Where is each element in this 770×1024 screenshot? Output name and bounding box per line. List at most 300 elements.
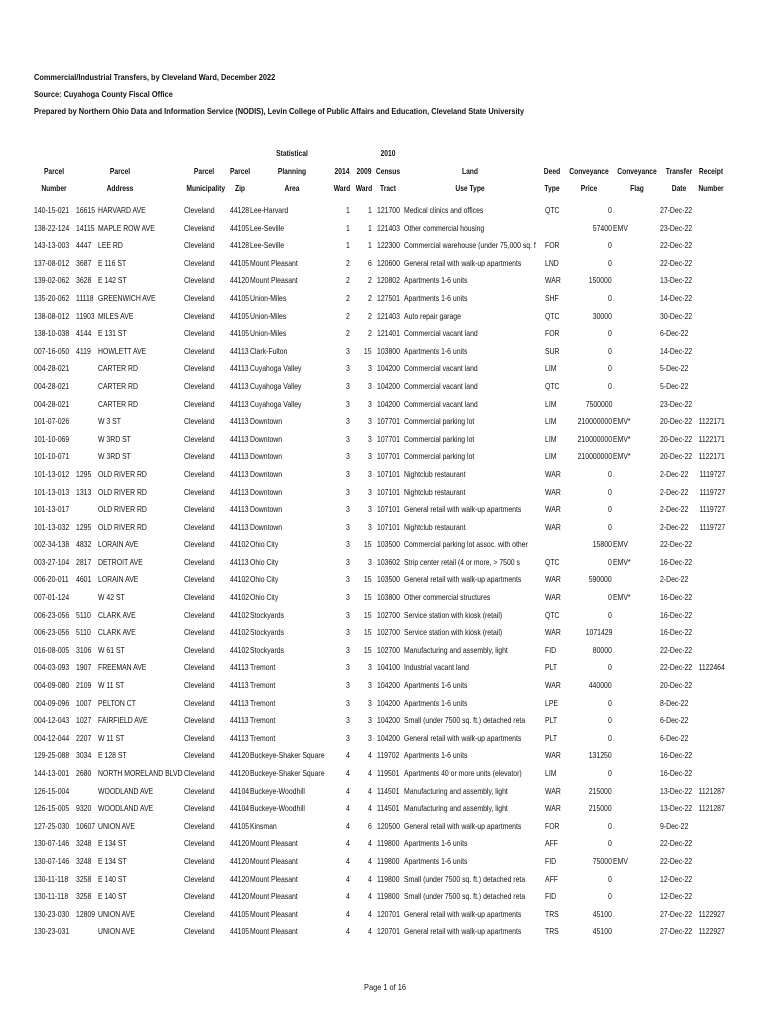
report-title: Commercial/Industrial Transfers, by Cleveland Ward, December 2022 (34, 72, 276, 82)
cell-ward-2009: 3 (368, 556, 372, 567)
cell-planning-area: Downtown (250, 451, 283, 462)
cell-street-name: UNION AVE (98, 926, 135, 937)
cell-ward-2014: 3 (346, 644, 350, 655)
cell-census-tract: 114501 (377, 803, 400, 814)
cell-receipt-number: 1122927 (698, 908, 725, 919)
cell-land-use: Other commercial housing (404, 222, 485, 233)
table-row (0, 659, 770, 677)
cell-street-name: MAPLE ROW AVE (98, 222, 155, 233)
cell-municipality: Cleveland (184, 891, 215, 902)
table-row (0, 835, 770, 853)
cell-ward-2014: 3 (346, 574, 350, 585)
cell-ward-2009: 3 (368, 732, 372, 743)
cell-receipt-number: 1122927 (698, 926, 725, 937)
cell-planning-area: Tremont (250, 732, 276, 743)
cell-zip: 44105 (230, 257, 250, 268)
cell-street-number: 1007 (76, 697, 92, 708)
cell-zip: 44120 (230, 838, 250, 849)
cell-street-number: 10607 (76, 820, 96, 831)
cell-municipality: Cleveland (184, 222, 215, 233)
cell-municipality: Cleveland (184, 715, 215, 726)
col-header-ward-2009: 2009 Ward (355, 165, 373, 193)
cell-receipt-number: 1121287 (698, 803, 725, 814)
cell-street-number: 1313 (76, 486, 92, 497)
table-row (0, 888, 770, 906)
cell-ward-2014: 4 (346, 785, 350, 796)
cell-street-number: 3628 (76, 275, 92, 286)
cell-parcel-number: 101-13-017 (34, 504, 70, 515)
cell-transfer-date: 2-Dec-22 (660, 521, 689, 532)
cell-planning-area: Union-Miles (250, 292, 287, 303)
cell-transfer-date: 16-Dec-22 (660, 627, 693, 638)
cell-land-use: Commercial parking lot assoc. with other (404, 539, 528, 550)
cell-street-name: OLD RIVER RD (98, 521, 147, 532)
cell-transfer-date: 5-Dec-22 (660, 380, 689, 391)
cell-planning-area: Cuyahoga Valley (250, 363, 302, 374)
cell-price: 0 (608, 609, 612, 620)
cell-deed-type: SUR (545, 345, 560, 356)
cell-ward-2014: 3 (346, 627, 350, 638)
cell-parcel-number: 138-08-012 (34, 310, 70, 321)
cell-parcel-number: 016-08-005 (34, 644, 70, 655)
cell-transfer-date: 13-Dec-22 (660, 803, 693, 814)
cell-transfer-date: 8-Dec-22 (660, 697, 689, 708)
cell-receipt-number: 1119727 (699, 468, 725, 479)
cell-transfer-date: 16-Dec-22 (660, 609, 693, 620)
cell-planning-area: Cuyahoga Valley (250, 398, 302, 409)
table-row (0, 730, 770, 748)
cell-flag: EMV* (613, 592, 631, 603)
cell-land-use: Commercial vacant land (404, 363, 478, 374)
cell-transfer-date: 13-Dec-22 (660, 785, 693, 796)
cell-deed-type: QTC (545, 380, 560, 391)
cell-deed-type: WAR (545, 574, 561, 585)
cell-parcel-number: 130-11-118 (34, 891, 69, 902)
cell-transfer-date: 22-Dec-22 (660, 257, 693, 268)
cell-land-use: Manufacturing and assembly, light (404, 644, 508, 655)
cell-parcel-number: 139-02-062 (34, 275, 70, 286)
cell-street-number: 1027 (76, 715, 92, 726)
col-header-conveyance-price: Conveyance Price (569, 165, 609, 193)
cell-municipality: Cleveland (184, 504, 215, 515)
cell-deed-type: QTC (545, 609, 560, 620)
cell-municipality: Cleveland (184, 785, 215, 796)
cell-street-number: 3106 (76, 644, 92, 655)
cell-price: 0 (608, 873, 612, 884)
cell-ward-2014: 3 (346, 380, 350, 391)
cell-street-name: OLD RIVER RD (98, 504, 147, 515)
cell-land-use: General retail with walk-up apartments (404, 732, 522, 743)
table-row (0, 519, 770, 537)
cell-zip: 44104 (230, 785, 250, 796)
cell-ward-2014: 3 (346, 521, 350, 532)
cell-census-tract: 114501 (377, 785, 400, 796)
table-row (0, 290, 770, 308)
cell-street-name: E 140 ST (98, 873, 127, 884)
cell-transfer-date: 23-Dec-22 (660, 398, 693, 409)
cell-street-name: W 11 ST (98, 680, 125, 691)
cell-transfer-date: 16-Dec-22 (660, 750, 693, 761)
cell-ward-2014: 2 (346, 257, 350, 268)
cell-street-number: 2109 (76, 680, 92, 691)
cell-street-name: OLD RIVER RD (98, 486, 147, 497)
cell-street-name: E 134 ST (98, 838, 127, 849)
cell-ward-2014: 3 (346, 592, 350, 603)
table-row (0, 220, 770, 238)
cell-deed-type: LIM (545, 398, 557, 409)
cell-transfer-date: 6-Dec-22 (660, 732, 689, 743)
cell-census-tract: 127501 (377, 292, 400, 303)
cell-transfer-date: 20-Dec-22 (660, 451, 693, 462)
cell-census-tract: 119800 (377, 873, 400, 884)
cell-census-tract: 107101 (377, 504, 400, 515)
table-row (0, 923, 770, 941)
table-row (0, 871, 770, 889)
cell-land-use: Service station with kiosk (retail) (404, 627, 503, 638)
cell-municipality: Cleveland (184, 609, 215, 620)
cell-land-use: Apartments 1-6 units (404, 680, 468, 691)
cell-street-name: CLARK AVE (98, 609, 136, 620)
cell-price: 0 (608, 486, 612, 497)
cell-planning-area: Downtown (250, 504, 283, 515)
cell-street-name: W 3RD ST (98, 433, 131, 444)
col-header-parcel-address: Parcel Address (106, 165, 134, 193)
cell-planning-area: Stockyards (250, 627, 285, 638)
table-row (0, 360, 770, 378)
cell-ward-2009: 4 (368, 803, 372, 814)
cell-price: 0 (608, 820, 612, 831)
cell-ward-2014: 2 (346, 275, 350, 286)
cell-deed-type: FOR (545, 820, 560, 831)
cell-planning-area: Lee-Harvard (250, 205, 289, 215)
cell-planning-area: Mount Pleasant (250, 838, 298, 849)
table-row (0, 747, 770, 765)
cell-census-tract: 102700 (377, 609, 400, 620)
cell-receipt-number: 1122171 (698, 416, 725, 427)
cell-parcel-number: 140-15-021 (34, 205, 70, 215)
cell-street-name: FAIRFIELD AVE (98, 715, 148, 726)
cell-price: 0 (608, 257, 612, 268)
cell-street-number: 3034 (76, 750, 92, 761)
col-header-zip: Parcel Zip (229, 165, 251, 193)
cell-ward-2009: 15 (364, 609, 372, 620)
cell-flag: EMV* (613, 556, 631, 567)
cell-street-name: WOODLAND AVE (98, 785, 154, 796)
cell-ward-2014: 3 (346, 433, 350, 444)
cell-flag: EMV (613, 222, 628, 233)
table-row (0, 765, 770, 783)
cell-deed-type: SHF (545, 292, 559, 303)
cell-planning-area: Ohio City (250, 574, 279, 585)
cell-ward-2009: 4 (368, 785, 372, 796)
cell-deed-type: WAR (545, 627, 561, 638)
cell-street-number: 3248 (76, 855, 92, 866)
cell-land-use: Apartments 1-6 units (404, 750, 468, 761)
cell-municipality: Cleveland (184, 838, 215, 849)
cell-planning-area: Downtown (250, 468, 283, 479)
cell-planning-area: Downtown (250, 416, 283, 427)
cell-ward-2009: 15 (364, 592, 372, 603)
cell-street-name: W 3 ST (98, 416, 121, 427)
cell-census-tract: 107101 (377, 486, 400, 497)
cell-municipality: Cleveland (184, 768, 215, 778)
cell-street-number: 2680 (76, 768, 92, 778)
cell-parcel-number: 003-27-104 (34, 556, 70, 567)
cell-price: 57400 (592, 222, 612, 233)
cell-zip: 44120 (230, 768, 250, 778)
cell-municipality: Cleveland (184, 680, 215, 691)
cell-ward-2014: 4 (346, 838, 350, 849)
cell-transfer-date: 20-Dec-22 (660, 416, 693, 427)
cell-street-name: NORTH MORELAND BLVD (98, 768, 183, 778)
cell-street-number: 3258 (76, 873, 92, 884)
cell-municipality: Cleveland (184, 240, 215, 251)
cell-street-number: 2817 (76, 556, 92, 567)
cell-deed-type: QTC (545, 205, 560, 215)
cell-ward-2014: 4 (346, 750, 350, 761)
cell-price: 0 (608, 504, 612, 515)
cell-census-tract: 121403 (377, 222, 400, 233)
cell-zip: 44113 (230, 345, 249, 356)
cell-ward-2014: 4 (346, 803, 350, 814)
col-header-census-tract: 2010 Census Tract (375, 148, 401, 193)
cell-parcel-number: 004-09-080 (34, 680, 70, 691)
cell-parcel-number: 006-23-056 (34, 627, 70, 638)
cell-land-use: Service station with kiosk (retail) (404, 609, 503, 620)
cell-zip: 44120 (230, 855, 250, 866)
cell-municipality: Cleveland (184, 574, 215, 585)
cell-receipt-number: 1122171 (698, 433, 725, 444)
cell-street-number: 9320 (76, 803, 92, 814)
cell-ward-2009: 2 (368, 328, 372, 339)
cell-street-number: 4601 (76, 574, 92, 585)
cell-land-use: General retail with walk-up apartments (404, 257, 522, 268)
cell-street-name: HARVARD AVE (98, 205, 146, 215)
cell-ward-2014: 3 (346, 398, 350, 409)
cell-planning-area: Lee-Seville (250, 222, 285, 233)
cell-deed-type: WAR (545, 504, 561, 515)
table-row (0, 501, 770, 519)
cell-census-tract: 104200 (377, 697, 400, 708)
cell-transfer-date: 22-Dec-22 (660, 539, 693, 550)
cell-deed-type: LIM (545, 416, 557, 427)
cell-street-number: 2207 (76, 732, 92, 743)
cell-deed-type: FOR (545, 240, 560, 251)
cell-price: 0 (608, 697, 612, 708)
cell-land-use: Manufacturing and assembly, light (404, 803, 508, 814)
cell-price: 440000 (589, 680, 612, 691)
cell-deed-type: WAR (545, 680, 561, 691)
cell-transfer-date: 22-Dec-22 (660, 644, 693, 655)
cell-deed-type: WAR (545, 803, 561, 814)
cell-parcel-number: 101-10-069 (34, 433, 70, 444)
cell-zip: 44113 (230, 732, 249, 743)
cell-census-tract: 119800 (377, 891, 400, 902)
cell-transfer-date: 27-Dec-22 (660, 908, 693, 919)
cell-planning-area: Mount Pleasant (250, 257, 298, 268)
cell-street-name: GREENWICH AVE (98, 292, 156, 303)
cell-street-number: 11903 (76, 310, 95, 321)
cell-price: 0 (608, 205, 612, 215)
cell-price: 45100 (592, 926, 612, 937)
cell-land-use: Small (under 7500 sq. ft.) detached reta (404, 873, 526, 884)
cell-street-name: WOODLAND AVE (98, 803, 154, 814)
cell-municipality: Cleveland (184, 257, 215, 268)
cell-price: 0 (608, 768, 612, 778)
cell-zip: 44113 (230, 451, 249, 462)
cell-street-name: OLD RIVER RD (98, 468, 147, 479)
cell-parcel-number: 101-07-026 (34, 416, 70, 427)
cell-municipality: Cleveland (184, 556, 215, 567)
cell-zip: 44113 (230, 380, 249, 391)
col-header-ward-2014: 2014 Ward (333, 165, 351, 193)
cell-municipality: Cleveland (184, 310, 215, 321)
cell-deed-type: LIM (545, 768, 557, 778)
cell-ward-2014: 1 (346, 222, 350, 233)
cell-municipality: Cleveland (184, 750, 215, 761)
cell-municipality: Cleveland (184, 433, 215, 444)
cell-street-number: 3258 (76, 891, 92, 902)
cell-street-number: 4832 (76, 539, 92, 550)
cell-receipt-number: 1119727 (699, 486, 725, 497)
table-row (0, 642, 770, 660)
cell-parcel-number: 126-15-004 (34, 785, 70, 796)
cell-planning-area: Downtown (250, 486, 283, 497)
cell-deed-type: FID (545, 855, 557, 866)
cell-zip: 44105 (230, 292, 250, 303)
cell-land-use: Commercial vacant land (404, 398, 478, 409)
cell-street-name: UNION AVE (98, 820, 135, 831)
cell-deed-type: LND (545, 257, 559, 268)
cell-zip: 44120 (230, 873, 250, 884)
cell-land-use: General retail with walk-up apartments (404, 574, 522, 585)
cell-deed-type: WAR (545, 468, 561, 479)
cell-census-tract: 120701 (377, 926, 400, 937)
cell-ward-2009: 15 (364, 345, 372, 356)
cell-ward-2009: 2 (368, 292, 372, 303)
cell-parcel-number: 101-10-071 (34, 451, 70, 462)
cell-land-use: Industrial vacant land (404, 662, 469, 673)
cell-ward-2009: 4 (368, 908, 372, 919)
cell-municipality: Cleveland (184, 539, 215, 550)
cell-ward-2009: 3 (368, 680, 372, 691)
cell-street-name: DETROIT AVE (98, 556, 143, 567)
cell-deed-type: PLT (545, 715, 558, 726)
cell-municipality: Cleveland (184, 644, 215, 655)
table-row (0, 202, 770, 220)
cell-price: 210000000 (577, 416, 612, 427)
col-header-land-use: Land Use Type (455, 165, 485, 193)
cell-land-use: Apartments 1-6 units (404, 275, 468, 286)
cell-deed-type: QTC (545, 556, 560, 567)
cell-deed-type: PLT (545, 662, 558, 673)
cell-census-tract: 119800 (377, 855, 400, 866)
cell-ward-2009: 3 (368, 697, 372, 708)
cell-street-name: CARTER RD (98, 398, 138, 409)
cell-street-name: E 134 ST (98, 855, 127, 866)
cell-census-tract: 103500 (377, 539, 400, 550)
table-row (0, 712, 770, 730)
cell-deed-type: QTC (545, 310, 560, 321)
cell-receipt-number: 1121287 (698, 785, 725, 796)
cell-street-number: 3687 (76, 257, 92, 268)
cell-planning-area: Buckeye-Shaker Square (250, 768, 325, 778)
cell-ward-2009: 1 (368, 205, 372, 215)
cell-parcel-number: 004-03-093 (34, 662, 70, 673)
cell-zip: 44102 (230, 644, 250, 655)
cell-municipality: Cleveland (184, 627, 215, 638)
cell-transfer-date: 22-Dec-22 (660, 855, 693, 866)
cell-planning-area: Downtown (250, 521, 283, 532)
cell-planning-area: Union-Miles (250, 310, 287, 321)
cell-planning-area: Mount Pleasant (250, 873, 298, 884)
cell-transfer-date: 22-Dec-22 (660, 240, 693, 251)
cell-deed-type: LPE (545, 697, 558, 708)
cell-flag: EMV* (613, 451, 631, 462)
cell-census-tract: 104200 (377, 363, 400, 374)
cell-street-name: W 61 ST (98, 644, 125, 655)
cell-flag: EMV* (613, 433, 631, 444)
cell-census-tract: 121700 (377, 205, 400, 215)
cell-land-use: Commercial parking lot (404, 416, 475, 427)
cell-ward-2014: 3 (346, 416, 350, 427)
cell-census-tract: 104200 (377, 680, 400, 691)
cell-municipality: Cleveland (184, 451, 215, 462)
cell-street-number: 4447 (76, 240, 92, 251)
cell-land-use: Apartments 1-6 units (404, 292, 468, 303)
cell-street-number: 3248 (76, 838, 92, 849)
cell-municipality: Cleveland (184, 732, 215, 743)
cell-land-use: Auto repair garage (404, 310, 461, 321)
cell-planning-area: Buckeye-Woodhill (250, 803, 305, 814)
cell-deed-type: WAR (545, 785, 561, 796)
cell-parcel-number: 007-16-050 (34, 345, 70, 356)
cell-land-use: Strip center retail (4 or more, > 7500 s (404, 556, 520, 567)
report-prepared-by: Prepared by Northern Ohio Data and Information Service (NODIS), Levin College of Public Affairs and Education, Cleveland State University (34, 106, 525, 116)
cell-ward-2009: 3 (368, 398, 372, 409)
cell-transfer-date: 20-Dec-22 (660, 680, 693, 691)
cell-census-tract: 119702 (377, 750, 400, 761)
cell-street-name: W 42 ST (98, 592, 125, 603)
cell-census-tract: 104100 (377, 662, 400, 673)
table-row (0, 343, 770, 361)
cell-planning-area: Tremont (250, 662, 276, 673)
cell-price: 75000 (592, 855, 612, 866)
cell-census-tract: 122300 (377, 240, 400, 251)
table-row (0, 272, 770, 290)
cell-municipality: Cleveland (184, 662, 215, 673)
cell-deed-type: FID (545, 891, 557, 902)
cell-street-name: UNION AVE (98, 908, 135, 919)
cell-street-name: E 131 ST (98, 328, 127, 339)
cell-zip: 44105 (230, 926, 250, 937)
cell-parcel-number: 137-08-012 (34, 257, 70, 268)
cell-ward-2009: 4 (368, 855, 372, 866)
cell-zip: 44105 (230, 908, 250, 919)
cell-ward-2009: 3 (368, 380, 372, 391)
cell-census-tract: 121403 (377, 310, 400, 321)
table-row (0, 466, 770, 484)
cell-zip: 44113 (230, 416, 249, 427)
cell-ward-2009: 1 (368, 222, 372, 233)
cell-census-tract: 107701 (377, 416, 400, 427)
table-row (0, 800, 770, 818)
cell-street-number: 5110 (76, 609, 91, 620)
cell-ward-2009: 3 (368, 504, 372, 515)
cell-price: 15800 (592, 539, 612, 550)
table-row (0, 695, 770, 713)
cell-planning-area: Mount Pleasant (250, 891, 298, 902)
